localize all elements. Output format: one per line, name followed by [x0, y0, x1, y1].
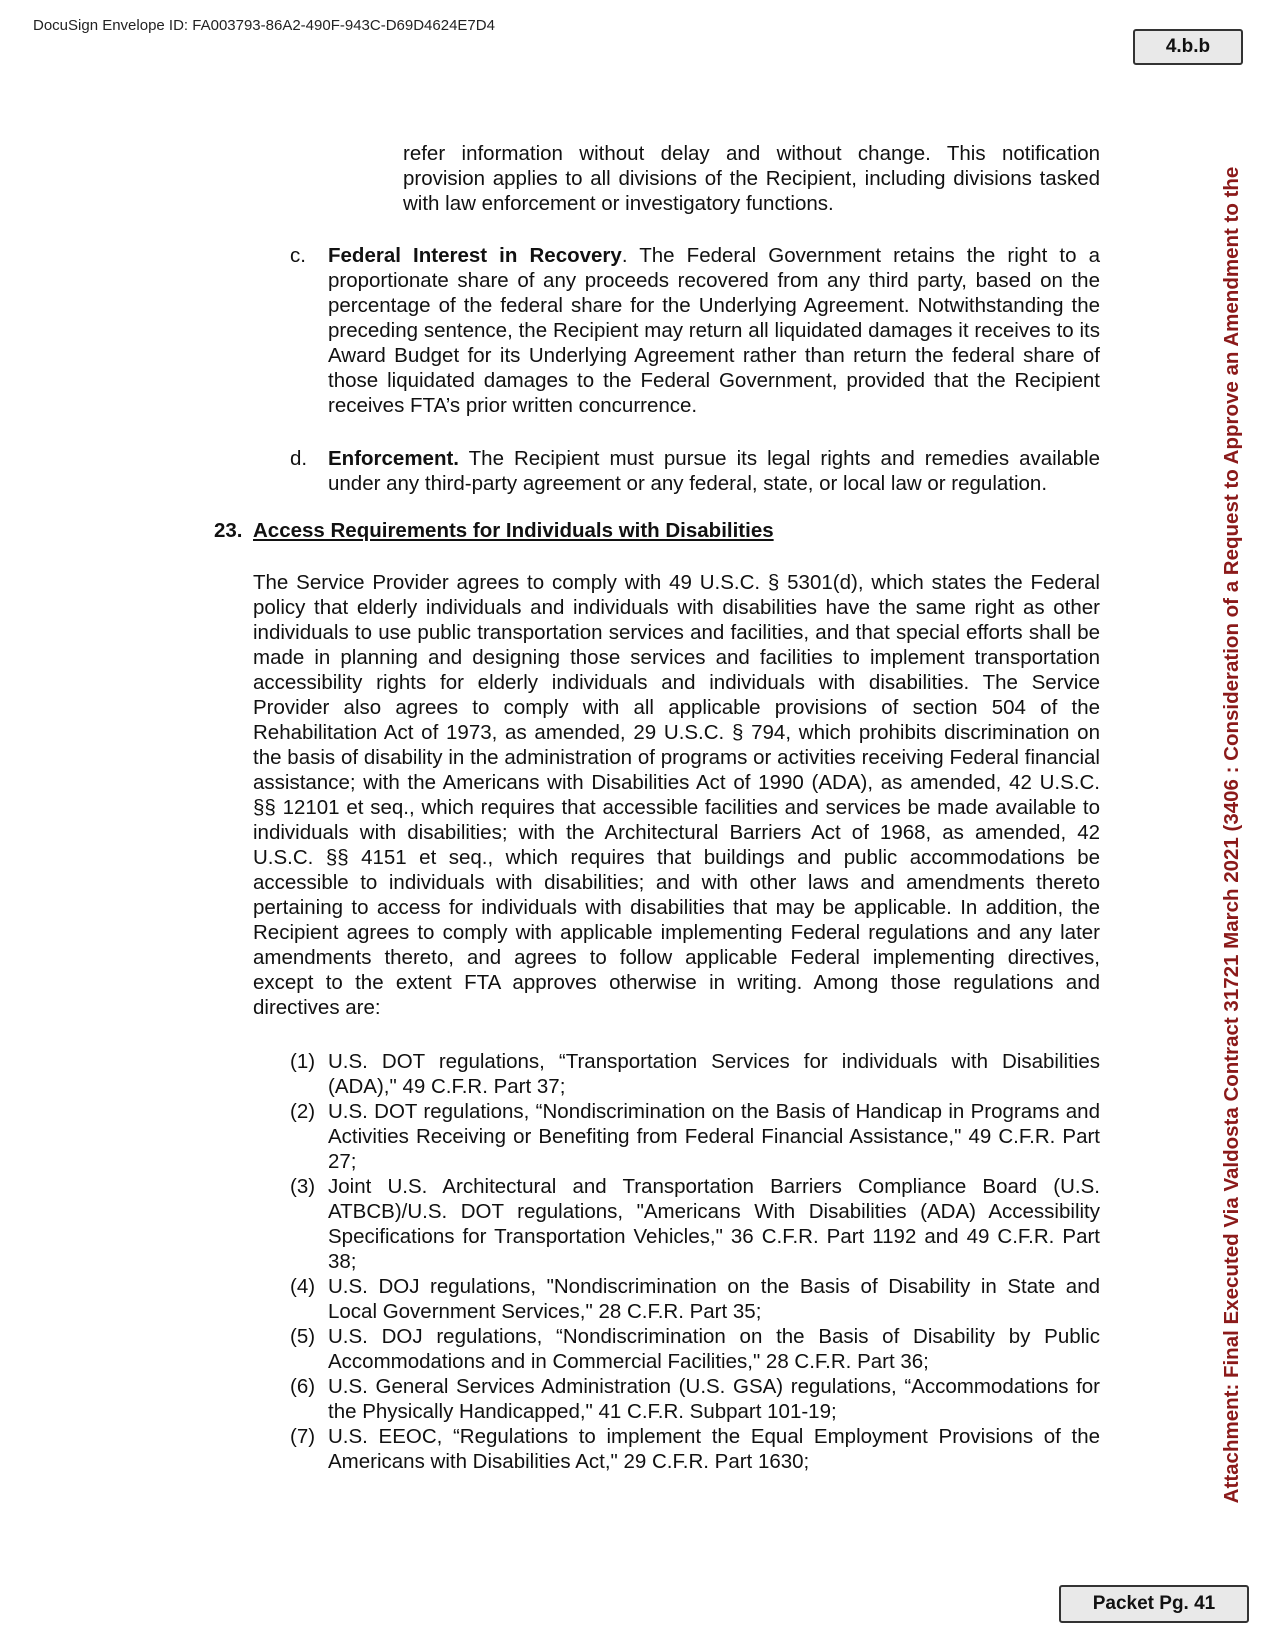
reg-label: (4)	[290, 1275, 316, 1298]
regulations-list	[290, 1049, 1100, 1474]
reg-text: U.S. DOT regulations, “Transportation Services for individuals with Disabilities (ADA)," 49 C.F.R. Part 37;	[328, 1050, 1100, 1098]
item-title: Enforcement.	[328, 447, 459, 470]
list-item	[290, 1099, 1100, 1174]
section-number: 23.	[214, 519, 243, 542]
list-item-d	[290, 446, 1100, 496]
reg-text: U.S. DOT regulations, “Nondiscrimination on the Basis of Handicap in Programs and Activities Receiving or Benefiting from Federal Financial Assistance," 49 C.F.R. Part 27;	[328, 1100, 1100, 1173]
section-title: Access Requirements for Individuals with Disabilities	[253, 519, 774, 542]
reg-text: U.S. General Services Administration (U.S. GSA) regulations, “Accommodations for the Physically Handicapped," 41 C.F.R. Subpart 101-19;	[328, 1375, 1100, 1423]
intro-continuation: refer information without delay and without change. This notification provision applies to all divisions of the Recipient, including divisions tasked with law enforcement or investigatory functions.	[403, 142, 1100, 215]
reg-text: U.S. DOJ regulations, "Nondiscrimination on the Basis of Disability in State and Local Government Services," 28 C.F.R. Part 35;	[328, 1275, 1100, 1323]
item-body: . The Federal Government retains the right to a proportionate share of any proceeds recovered from any third party, based on the percentage of the federal share for the Underlying Agreement. Notwithstanding the preceding sentence, the Recipient may return all liquidated damages it receives to its Award Budget for its Underlying Agreement rather than return the federal share of those liquidated damages to the Federal Government, provided that the Recipient receives FTA’s prior written concurrence.	[328, 244, 1100, 417]
item-label: d.	[290, 447, 308, 470]
item-title: Federal Interest in Recovery	[328, 244, 622, 267]
item-text	[328, 446, 1100, 496]
reg-label: (3)	[290, 1175, 316, 1198]
reg-label: (1)	[290, 1050, 316, 1073]
section-body: The Service Provider agrees to comply with 49 U.S.C. § 5301(d), which states the Federal policy that elderly individuals and individuals with disabilities have the same right as other individuals to use public transportation services and facilities, and that special efforts shall be made in planning and designing those services and facilities to implement transportation accessibility rights for elderly individuals and individuals with disabilities. The Service Provider also agrees to comply with all applicable provisions of section 504 of the Rehabilitation Act of 1973, as amended, 29 U.S.C. § 794, which prohibits discrimination on the basis of disability in the administration of programs or activities receiving Federal financial assistance; with the Americans with Disabilities Act of 1990 (ADA), as amended, 42 U.S.C. §§ 12101 et seq., which requires that accessible facilities and services be made available to individuals with disabilities; with the Architectural Barriers Act of 1968, as amended, 42 U.S.C. §§ 4151 et seq., which requires that buildings and public accommodations be accessible to individuals with disabilities; and with other laws and amendments thereto pertaining to access for individuals with disabilities that may be applicable. In addition, the Recipient agrees to comply with applicable implementing Federal regulations and any later amendments thereto, and agrees to follow applicable Federal implementing directives, except to the extent FTA approves otherwise in writing. Among those regulations and directives are:	[253, 571, 1100, 1019]
reg-label: (2)	[290, 1100, 316, 1123]
reg-label: (7)	[290, 1425, 316, 1448]
reg-label: (6)	[290, 1375, 316, 1398]
reg-text: U.S. EEOC, “Regulations to implement the Equal Employment Provisions of the Americans with Disabilities Act," 29 C.F.R. Part 1630;	[328, 1425, 1100, 1473]
reg-text: Joint U.S. Architectural and Transportation Barriers Compliance Board (U.S. ATBCB)/U.S. DOT regulations, "Americans With Disabilities (ADA) Accessibility Specifications for Transportation Vehicles," 36 C.F.R. Part 1192 and 49 C.F.R. Part 38;	[328, 1175, 1100, 1273]
packet-page-badge: Packet Pg. 41	[1059, 1585, 1249, 1623]
list-item	[290, 1324, 1100, 1374]
reg-label: (5)	[290, 1325, 316, 1348]
item-label: c.	[290, 244, 306, 267]
envelope-id: DocuSign Envelope ID: FA003793-86A2-490F-943C-D69D4624E7D4	[33, 17, 495, 34]
list-item	[290, 1424, 1100, 1474]
item-body: The Recipient must pursue its legal rights and remedies available under any third-party agreement or any federal, state, or local law or regulation.	[328, 447, 1100, 495]
item-tag-badge: 4.b.b	[1133, 29, 1243, 65]
list-item	[290, 1274, 1100, 1324]
list-item	[290, 1374, 1100, 1424]
attachment-side-note: Attachment: Final Executed Via Valdosta Contract 31721 March 2021 (3406 : Consideration of a Request to Approve an Amendment to the	[1220, 166, 1243, 1504]
list-item	[290, 1174, 1100, 1274]
item-text	[328, 243, 1100, 418]
list-item	[290, 1049, 1100, 1099]
list-item-c	[290, 243, 1100, 418]
section-heading	[214, 518, 1114, 543]
reg-text: U.S. DOJ regulations, “Nondiscrimination on the Basis of Disability by Public Accommodations and in Commercial Facilities," 28 C.F.R. Part 36;	[328, 1325, 1100, 1373]
